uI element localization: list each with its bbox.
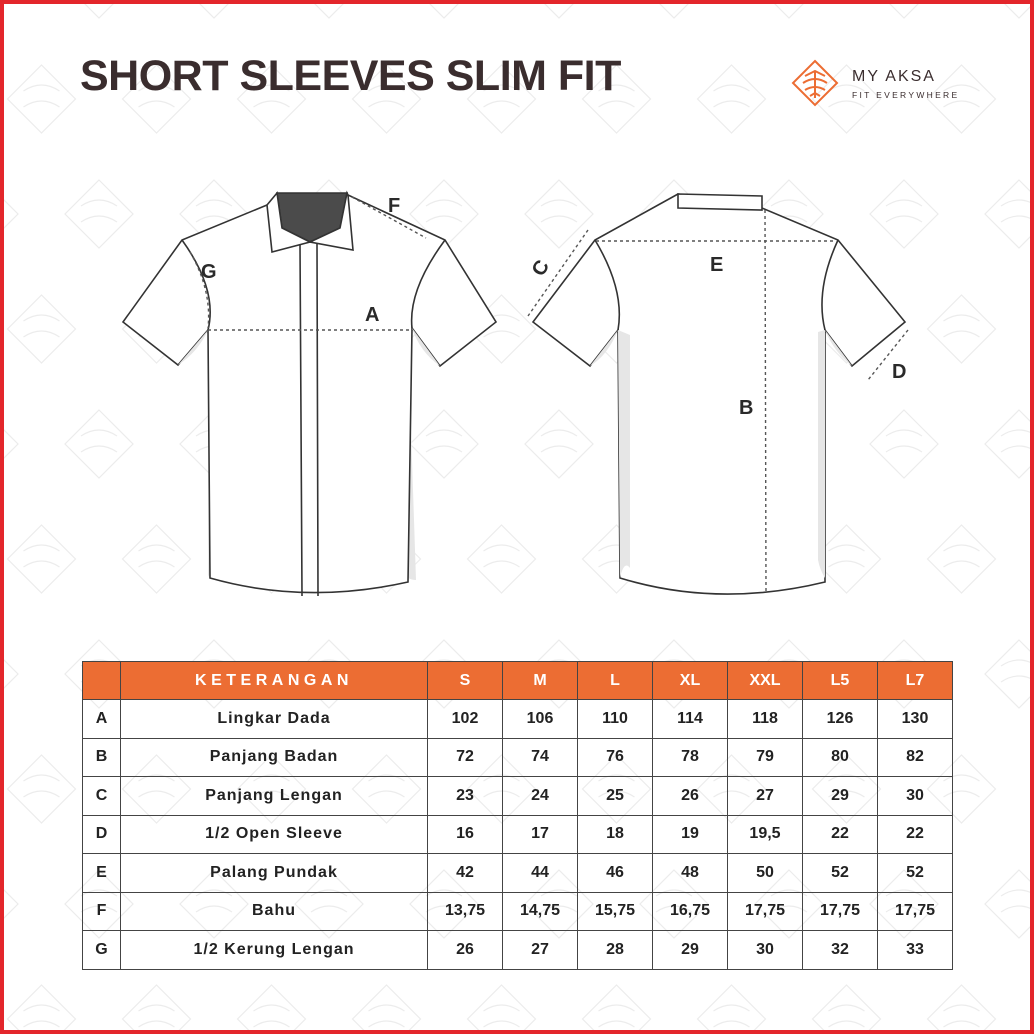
table-cell: 52 <box>803 854 878 893</box>
background-diamond-motif <box>870 4 938 18</box>
background-diamond-motif <box>525 4 593 18</box>
row-label: 1/2 Kerung Lengan <box>121 931 428 970</box>
table-cell: 26 <box>653 777 728 816</box>
page-title: SHORT SLEEVES SLIM FIT <box>80 52 621 100</box>
header-size: XL <box>653 662 728 700</box>
background-diamond-motif <box>468 985 536 1030</box>
row-label: Lingkar Dada <box>121 700 428 739</box>
shirt-measurement-diagram <box>90 180 940 620</box>
background-diamond-motif <box>985 870 1030 938</box>
table-cell: 102 <box>428 700 503 739</box>
background-diamond-motif <box>985 410 1030 478</box>
table-cell: 18 <box>578 815 653 854</box>
table-cell: 22 <box>878 815 953 854</box>
table-row <box>83 815 953 854</box>
table-cell: 29 <box>803 777 878 816</box>
background-diamond-motif <box>8 65 76 133</box>
table-cell: 106 <box>503 700 578 739</box>
row-code: F <box>83 892 121 931</box>
table-cell: 72 <box>428 738 503 777</box>
table-cell: 17,75 <box>728 892 803 931</box>
row-code: C <box>83 777 121 816</box>
table-cell: 52 <box>878 854 953 893</box>
table-cell: 50 <box>728 854 803 893</box>
table-cell: 82 <box>878 738 953 777</box>
row-label: 1/2 Open Sleeve <box>121 815 428 854</box>
myaksa-diamond-logo-icon <box>790 58 840 108</box>
background-diamond-motif <box>123 985 191 1030</box>
table-cell: 79 <box>728 738 803 777</box>
measure-label-g: G <box>201 261 217 283</box>
table-cell: 42 <box>428 854 503 893</box>
table-cell: 26 <box>428 931 503 970</box>
background-diamond-motif <box>985 4 1030 18</box>
background-diamond-motif <box>755 4 823 18</box>
table-cell: 80 <box>803 738 878 777</box>
size-chart-table <box>82 661 953 970</box>
measure-label-e: E <box>710 254 724 276</box>
background-diamond-motif <box>4 4 18 18</box>
table-cell: 30 <box>878 777 953 816</box>
table-cell: 118 <box>728 700 803 739</box>
table-cell: 46 <box>578 854 653 893</box>
background-diamond-motif <box>295 4 363 18</box>
header-size: S <box>428 662 503 700</box>
table-cell: 15,75 <box>578 892 653 931</box>
background-diamond-motif <box>4 410 18 478</box>
background-diamond-motif <box>8 755 76 823</box>
row-code: E <box>83 854 121 893</box>
table-row <box>83 738 953 777</box>
table-cell: 30 <box>728 931 803 970</box>
table-header-row <box>83 662 953 700</box>
table-cell: 16 <box>428 815 503 854</box>
header-size: L5 <box>803 662 878 700</box>
brand-logo <box>790 58 960 110</box>
table-cell: 29 <box>653 931 728 970</box>
table-cell: 44 <box>503 854 578 893</box>
background-diamond-motif <box>4 870 18 938</box>
background-diamond-motif <box>353 985 421 1030</box>
table-cell: 25 <box>578 777 653 816</box>
header-keterangan: KETERANGAN <box>121 662 428 700</box>
table-cell: 17 <box>503 815 578 854</box>
row-code: A <box>83 700 121 739</box>
table-cell: 14,75 <box>503 892 578 931</box>
table-cell: 126 <box>803 700 878 739</box>
table-row <box>83 854 953 893</box>
background-diamond-motif <box>410 4 478 18</box>
front-shirt-illustration <box>123 193 496 596</box>
table-cell: 27 <box>728 777 803 816</box>
table-cell: 27 <box>503 931 578 970</box>
table-cell: 110 <box>578 700 653 739</box>
table-cell: 114 <box>653 700 728 739</box>
table-cell: 76 <box>578 738 653 777</box>
row-label: Palang Pundak <box>121 854 428 893</box>
background-diamond-motif <box>65 4 133 18</box>
row-code: D <box>83 815 121 854</box>
measure-label-f: F <box>388 195 401 217</box>
measure-label-a: A <box>365 304 380 326</box>
table-cell: 23 <box>428 777 503 816</box>
table-cell: 16,75 <box>653 892 728 931</box>
table-row <box>83 931 953 970</box>
background-diamond-motif <box>698 985 766 1030</box>
background-diamond-motif <box>180 4 248 18</box>
table-cell: 19 <box>653 815 728 854</box>
table-cell: 17,75 <box>803 892 878 931</box>
row-label: Panjang Badan <box>121 738 428 777</box>
table-cell: 28 <box>578 931 653 970</box>
measure-label-c: C <box>527 256 555 281</box>
background-diamond-motif <box>928 985 996 1030</box>
table-cell: 74 <box>503 738 578 777</box>
measure-label-b: B <box>739 397 754 419</box>
background-diamond-motif <box>8 295 76 363</box>
table-cell: 24 <box>503 777 578 816</box>
background-diamond-motif <box>4 640 18 708</box>
table-cell: 32 <box>803 931 878 970</box>
table-cell: 33 <box>878 931 953 970</box>
background-diamond-motif <box>985 180 1030 248</box>
brand-tagline: FIT EVERYWHERE <box>852 90 960 100</box>
brand-name: MY AKSA <box>852 68 936 85</box>
background-diamond-motif <box>8 985 76 1030</box>
header-size: XXL <box>728 662 803 700</box>
table-cell: 22 <box>803 815 878 854</box>
table-row <box>83 777 953 816</box>
table-cell: 48 <box>653 854 728 893</box>
background-diamond-motif <box>985 640 1030 708</box>
table-cell: 17,75 <box>878 892 953 931</box>
header-size: M <box>503 662 578 700</box>
table-cell: 130 <box>878 700 953 739</box>
row-label: Panjang Lengan <box>121 777 428 816</box>
row-code: B <box>83 738 121 777</box>
table-cell: 78 <box>653 738 728 777</box>
table-row <box>83 892 953 931</box>
header-size: L <box>578 662 653 700</box>
table-cell: 19,5 <box>728 815 803 854</box>
row-label: Bahu <box>121 892 428 931</box>
background-diamond-motif <box>813 985 881 1030</box>
background-diamond-motif <box>640 4 708 18</box>
row-code: G <box>83 931 121 970</box>
background-diamond-motif <box>583 985 651 1030</box>
header-size: L7 <box>878 662 953 700</box>
background-diamond-motif <box>698 65 766 133</box>
background-diamond-motif <box>8 525 76 593</box>
background-diamond-motif <box>4 180 18 248</box>
measure-label-d: D <box>892 361 907 383</box>
header-code-cell <box>83 662 121 700</box>
table-row <box>83 700 953 739</box>
table-cell: 13,75 <box>428 892 503 931</box>
background-diamond-motif <box>238 985 306 1030</box>
